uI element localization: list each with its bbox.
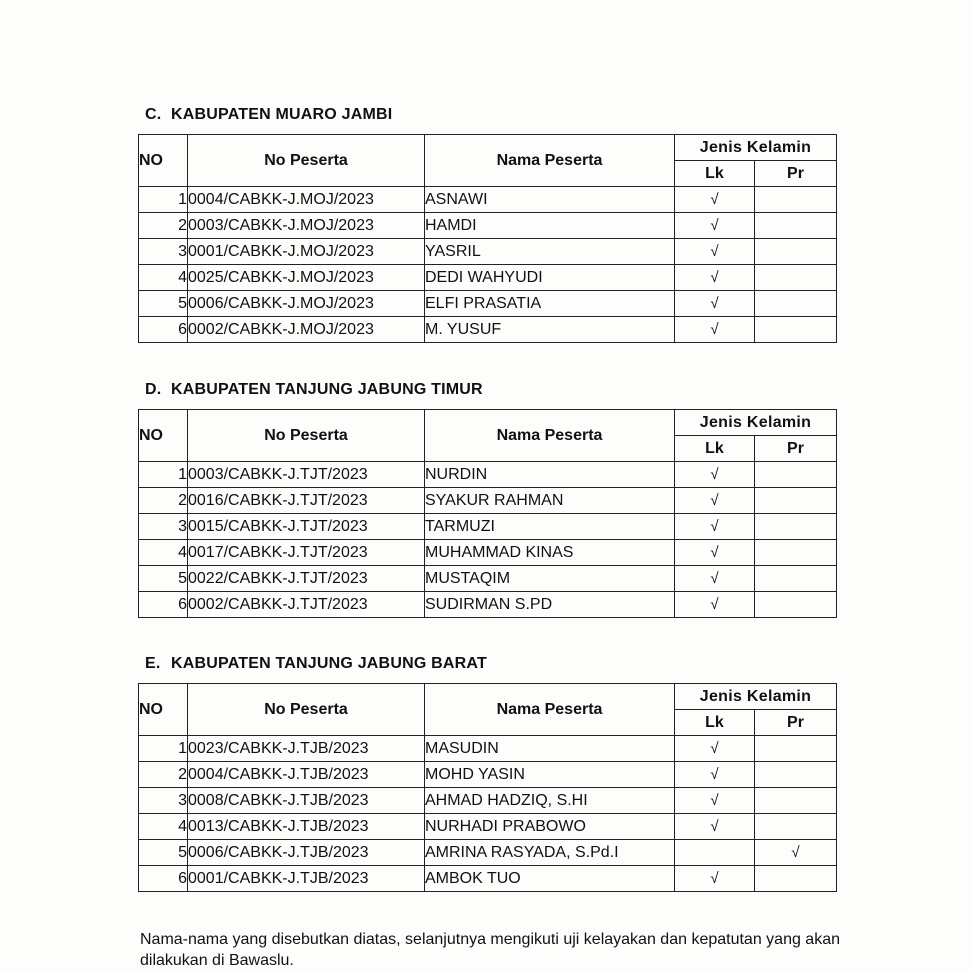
- cell-nama-peserta: M. YUSUF: [425, 317, 675, 343]
- cell-nama-peserta: AMRINA RASYADA, S.Pd.I: [425, 840, 675, 866]
- table-row: [139, 540, 837, 566]
- cell-nama-peserta: MASUDIN: [425, 736, 675, 762]
- table-row: [139, 488, 837, 514]
- section-heading: [145, 381, 483, 399]
- cell-nama-peserta: YASRIL: [425, 239, 675, 265]
- cell-no-peserta: 0017/CABKK-J.TJT/2023: [188, 540, 425, 566]
- cell-no: 6: [139, 317, 188, 343]
- table-row: [139, 462, 837, 488]
- cell-nama-peserta: AHMAD HADZIQ, S.HI: [425, 788, 675, 814]
- cell-no: 3: [139, 788, 188, 814]
- cell-nama-peserta: SYAKUR RAHMAN: [425, 488, 675, 514]
- cell-pr-check: [755, 540, 837, 566]
- cell-lk-check: √: [675, 462, 755, 488]
- participants-table: [138, 134, 837, 343]
- table-row: [139, 814, 837, 840]
- cell-lk-check: √: [675, 291, 755, 317]
- section-heading: [145, 655, 487, 673]
- cell-no-peserta: 0003/CABKK-J.MOJ/2023: [188, 213, 425, 239]
- participants-table: [138, 683, 837, 892]
- cell-nama-peserta: ELFI PRASATIA: [425, 291, 675, 317]
- cell-no-peserta: 0002/CABKK-J.TJT/2023: [188, 592, 425, 618]
- table-row: [139, 265, 837, 291]
- table-row: [139, 736, 837, 762]
- cell-nama-peserta: HAMDI: [425, 213, 675, 239]
- cell-lk-check: [675, 840, 755, 866]
- cell-lk-check: √: [675, 317, 755, 343]
- cell-no: 4: [139, 814, 188, 840]
- section-heading: [145, 106, 392, 124]
- header-no-peserta: No Peserta: [188, 135, 425, 187]
- cell-nama-peserta: MUSTAQIM: [425, 566, 675, 592]
- cell-no-peserta: 0015/CABKK-J.TJT/2023: [188, 514, 425, 540]
- cell-no: 1: [139, 736, 188, 762]
- cell-no-peserta: 0022/CABKK-J.TJT/2023: [188, 566, 425, 592]
- cell-pr-check: [755, 462, 837, 488]
- header-nama-peserta: Nama Peserta: [425, 410, 675, 462]
- header-jenis-kelamin: Jenis Kelamin: [675, 684, 837, 710]
- cell-no: 5: [139, 840, 188, 866]
- cell-no: 4: [139, 540, 188, 566]
- cell-lk-check: √: [675, 488, 755, 514]
- cell-no-peserta: 0001/CABKK-J.MOJ/2023: [188, 239, 425, 265]
- cell-lk-check: √: [675, 762, 755, 788]
- table-row: [139, 866, 837, 892]
- cell-no: 3: [139, 514, 188, 540]
- header-jenis-kelamin: Jenis Kelamin: [675, 135, 837, 161]
- cell-pr-check: [755, 866, 837, 892]
- section-title: KABUPATEN MUARO JAMBI: [171, 106, 393, 123]
- cell-no: 4: [139, 265, 188, 291]
- cell-pr-check: [755, 265, 837, 291]
- cell-no-peserta: 0013/CABKK-J.TJB/2023: [188, 814, 425, 840]
- cell-pr-check: [755, 762, 837, 788]
- cell-no-peserta: 0016/CABKK-J.TJT/2023: [188, 488, 425, 514]
- table-row: [139, 317, 837, 343]
- cell-no-peserta: 0006/CABKK-J.TJB/2023: [188, 840, 425, 866]
- section-title: KABUPATEN TANJUNG JABUNG BARAT: [171, 655, 487, 672]
- cell-pr-check: [755, 317, 837, 343]
- header-pr: Pr: [755, 710, 837, 736]
- section-title: KABUPATEN TANJUNG JABUNG TIMUR: [171, 381, 483, 398]
- cell-lk-check: √: [675, 514, 755, 540]
- cell-lk-check: √: [675, 736, 755, 762]
- table-row: [139, 566, 837, 592]
- cell-no: 1: [139, 462, 188, 488]
- cell-pr-check: [755, 187, 837, 213]
- cell-nama-peserta: ASNAWI: [425, 187, 675, 213]
- closing-paragraph: Nama-nama yang disebutkan diatas, selanjutnya mengikuti uji kelayakan dan kepatutan yang akan dilakukan di Bawaslu.: [140, 931, 840, 969]
- cell-no: 5: [139, 291, 188, 317]
- cell-pr-check: [755, 592, 837, 618]
- cell-lk-check: √: [675, 566, 755, 592]
- table-row: [139, 514, 837, 540]
- table-row: [139, 762, 837, 788]
- cell-no: 6: [139, 592, 188, 618]
- header-no: NO: [139, 135, 188, 187]
- cell-nama-peserta: TARMUZI: [425, 514, 675, 540]
- cell-no: 5: [139, 566, 188, 592]
- cell-pr-check: [755, 566, 837, 592]
- cell-no: 2: [139, 213, 188, 239]
- cell-lk-check: √: [675, 265, 755, 291]
- cell-no: 2: [139, 488, 188, 514]
- cell-no-peserta: 0006/CABKK-J.MOJ/2023: [188, 291, 425, 317]
- cell-lk-check: √: [675, 592, 755, 618]
- header-lk: Lk: [675, 161, 755, 187]
- cell-pr-check: [755, 213, 837, 239]
- cell-lk-check: √: [675, 866, 755, 892]
- cell-nama-peserta: MOHD YASIN: [425, 762, 675, 788]
- cell-lk-check: √: [675, 239, 755, 265]
- section-letter: D.: [145, 381, 162, 398]
- cell-no-peserta: 0001/CABKK-J.TJB/2023: [188, 866, 425, 892]
- header-no: NO: [139, 410, 188, 462]
- cell-pr-check: √: [755, 840, 837, 866]
- cell-nama-peserta: SUDIRMAN S.PD: [425, 592, 675, 618]
- cell-pr-check: [755, 814, 837, 840]
- cell-pr-check: [755, 488, 837, 514]
- participants-table: [138, 409, 837, 618]
- header-nama-peserta: Nama Peserta: [425, 684, 675, 736]
- header-lk: Lk: [675, 436, 755, 462]
- cell-no-peserta: 0025/CABKK-J.MOJ/2023: [188, 265, 425, 291]
- header-no-peserta: No Peserta: [188, 410, 425, 462]
- cell-nama-peserta: NURDIN: [425, 462, 675, 488]
- cell-nama-peserta: MUHAMMAD KINAS: [425, 540, 675, 566]
- cell-pr-check: [755, 514, 837, 540]
- table-row: [139, 187, 837, 213]
- cell-no-peserta: 0003/CABKK-J.TJT/2023: [188, 462, 425, 488]
- cell-no: 6: [139, 866, 188, 892]
- cell-pr-check: [755, 788, 837, 814]
- header-pr: Pr: [755, 436, 837, 462]
- section-letter: E.: [145, 655, 161, 672]
- cell-pr-check: [755, 291, 837, 317]
- header-lk: Lk: [675, 710, 755, 736]
- cell-no: 1: [139, 187, 188, 213]
- section-letter: C.: [145, 106, 162, 123]
- cell-no-peserta: 0004/CABKK-J.MOJ/2023: [188, 187, 425, 213]
- table-row: [139, 840, 837, 866]
- cell-nama-peserta: DEDI WAHYUDI: [425, 265, 675, 291]
- cell-lk-check: √: [675, 788, 755, 814]
- cell-no: 2: [139, 762, 188, 788]
- cell-lk-check: √: [675, 814, 755, 840]
- cell-pr-check: [755, 239, 837, 265]
- table-row: [139, 239, 837, 265]
- table-row: [139, 592, 837, 618]
- header-pr: Pr: [755, 161, 837, 187]
- cell-nama-peserta: NURHADI PRABOWO: [425, 814, 675, 840]
- table-row: [139, 291, 837, 317]
- cell-no-peserta: 0002/CABKK-J.MOJ/2023: [188, 317, 425, 343]
- cell-no: 3: [139, 239, 188, 265]
- cell-no-peserta: 0004/CABKK-J.TJB/2023: [188, 762, 425, 788]
- cell-no-peserta: 0008/CABKK-J.TJB/2023: [188, 788, 425, 814]
- header-no: NO: [139, 684, 188, 736]
- header-nama-peserta: Nama Peserta: [425, 135, 675, 187]
- cell-lk-check: √: [675, 213, 755, 239]
- header-jenis-kelamin: Jenis Kelamin: [675, 410, 837, 436]
- cell-lk-check: √: [675, 187, 755, 213]
- table-row: [139, 213, 837, 239]
- cell-no-peserta: 0023/CABKK-J.TJB/2023: [188, 736, 425, 762]
- cell-lk-check: √: [675, 540, 755, 566]
- cell-pr-check: [755, 736, 837, 762]
- cell-nama-peserta: AMBOK TUO: [425, 866, 675, 892]
- table-row: [139, 788, 837, 814]
- header-no-peserta: No Peserta: [188, 684, 425, 736]
